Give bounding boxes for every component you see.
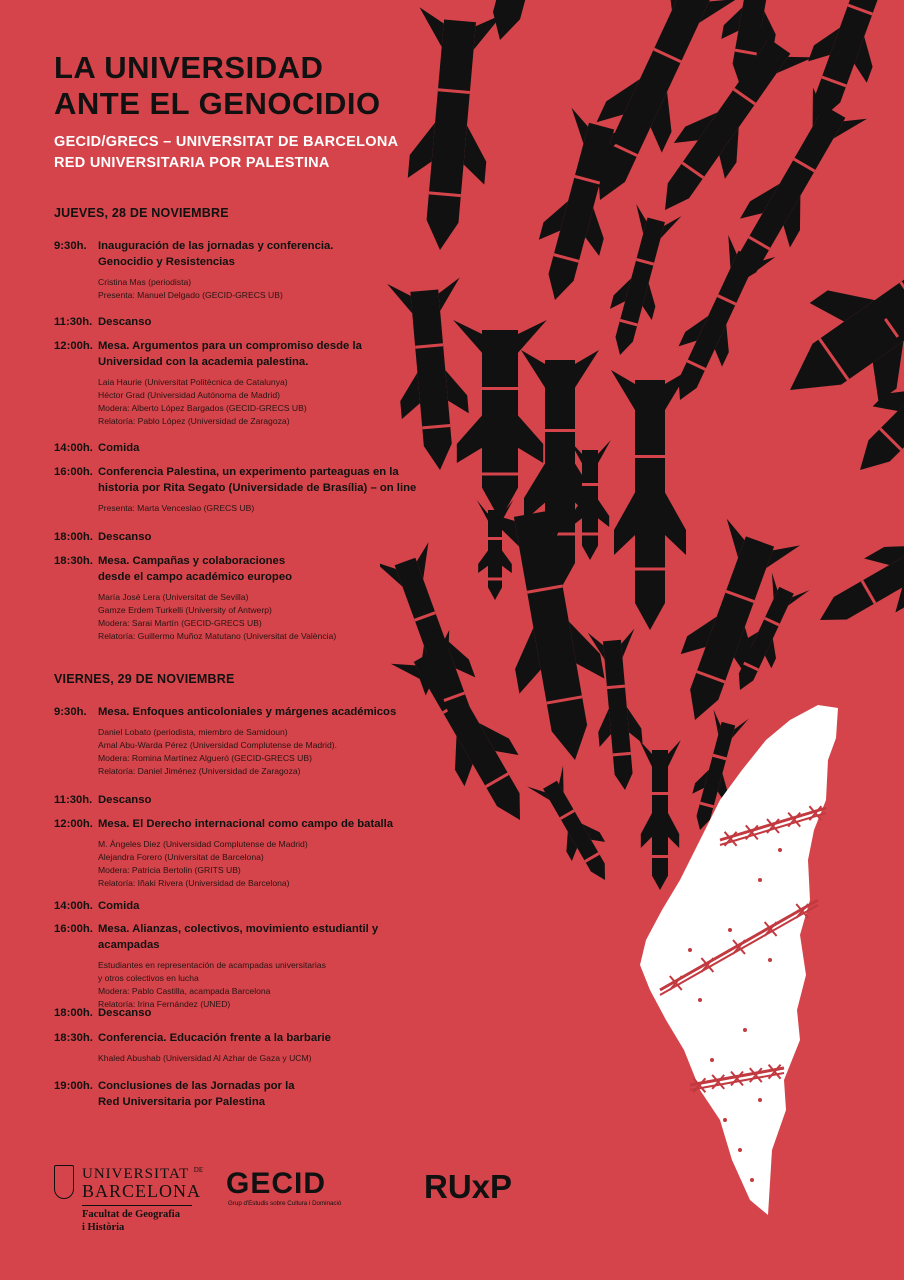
participant-line: Modera: Romina Martínez Algueró (GECID-GRECS UB)	[98, 753, 312, 763]
item-time: 9:30h.	[54, 240, 87, 252]
schedule-item	[54, 529, 434, 545]
schedule-item	[54, 921, 434, 1011]
schedule-item	[54, 553, 434, 643]
schedule-item	[54, 338, 434, 428]
item-title: Mesa. Enfoques anticoloniales y márgenes académicos	[98, 706, 397, 718]
participant-line: M. Ángeles Diez (Universidad Complutense de Madrid)	[98, 839, 308, 849]
schedule-item	[54, 898, 434, 914]
participant-line: Laia Haurie (Universitat Politècnica de Catalunya)	[98, 377, 288, 387]
gecid-logo: GECID	[226, 1167, 327, 1200]
missile-icon	[803, 471, 904, 650]
schedule-item	[54, 816, 434, 890]
item-time: 16:00h.	[54, 923, 93, 935]
participant-line: Modera: Pablo Castilla, acampada Barcelona	[98, 986, 271, 996]
schedule-item	[54, 1078, 434, 1110]
participant-line: Relatoría: Irina Fernández (UNED)	[98, 999, 231, 1009]
item-title: Mesa. El Derecho internacional como campo de batalla	[98, 818, 394, 830]
schedule-item	[54, 464, 434, 515]
participant-line: Modera: Sarai Martín (GECID-GRECS UB)	[98, 618, 262, 628]
missile-icon	[788, 0, 904, 132]
item-time: 18:30h.	[54, 555, 93, 567]
item-time: 9:30h.	[54, 706, 87, 718]
schedule-item	[54, 238, 434, 302]
participant-line: Alejandra Forero (Universitat de Barcelona)	[98, 852, 264, 862]
poster-title	[54, 50, 381, 122]
participant-line: Estudiantes en representación de acampadas universitarias	[98, 960, 326, 970]
missile-icon	[658, 519, 800, 734]
day-heading: JUEVES, 28 DE NOVIEMBRE	[54, 206, 229, 220]
title-line-2: ANTE EL GENOCIDIO	[54, 86, 381, 121]
item-time: 18:30h.	[54, 1032, 93, 1044]
schedule-item	[54, 1005, 434, 1021]
participant-line: Relatoría: Pablo López (Universidad de Zaragoza)	[98, 416, 290, 426]
item-time: 19:00h.	[54, 1080, 93, 1092]
participant-line: Relatoría: Iñaki Rivera (Universidad de Barcelona)	[98, 878, 290, 888]
schedule-item	[54, 704, 434, 778]
participant-line: Daniel Lobato (periodista, miembro de Samidoun)	[98, 727, 288, 737]
participant-line: Relatoría: Daniel Jiménez (Universidad de Zaragoza)	[98, 766, 301, 776]
missile-icon	[639, 740, 681, 890]
item-title: Descanso	[98, 531, 152, 543]
item-title: Conferencia. Educación frente a la barbarie	[98, 1032, 331, 1044]
participant-line: Gamze Erdem Turkelli (University of Antwerp)	[98, 605, 272, 615]
missile-icon	[597, 204, 681, 361]
item-title: Conferencia Palestina, un experimento parteaguas en la historia por Rita Segato (Universidade de Brasília) – on line	[98, 466, 417, 494]
schedule-item	[54, 1030, 434, 1065]
ruxp-logo: RUxP	[424, 1168, 513, 1205]
item-title: Comida	[98, 900, 140, 912]
item-title: Conclusiones de las Jornadas por la Red Universitaria por Palestina	[98, 1080, 295, 1108]
ub-name-line-1: UNIVERSITAT $^{DE}$	[82, 1166, 204, 1182]
map-shape	[640, 705, 838, 1215]
missile-icon	[611, 370, 689, 630]
item-time: 14:00h.	[54, 900, 93, 912]
ub-faculty: Facultat de Geografia i Història	[82, 1205, 192, 1234]
poster-subtitle	[54, 132, 398, 174]
item-time: 16:00h.	[54, 466, 93, 478]
item-title: Comida	[98, 442, 140, 454]
crest-icon	[54, 1165, 74, 1199]
missile-icon	[522, 108, 636, 309]
participant-line: Presenta: Marta Venceslao (GRECS UB)	[98, 503, 255, 513]
item-title: Mesa. Campañas y colaboraciones desde el campo académico europeo	[98, 555, 292, 583]
item-time: 12:00h.	[54, 818, 93, 830]
missile-icon	[477, 500, 513, 600]
item-time: 12:00h.	[54, 340, 93, 352]
participant-line: Relatoría: Guillermo Muñoz Matutano (Universitat de València)	[98, 631, 337, 641]
item-time: 11:30h.	[54, 316, 93, 328]
schedule-item	[54, 314, 434, 330]
gecid-logo-subtitle: Grup d'Estudis sobre Cultura i Dominació	[228, 1200, 342, 1207]
item-title: Mesa. Argumentos para un compromiso desde la Universidad con la academia palestina.	[98, 340, 362, 368]
title-line-1: LA UNIVERSIDAD	[54, 50, 324, 85]
participant-line: María José Lera (Universitat de Sevilla)	[98, 592, 249, 602]
subtitle-line-2: RED UNIVERSITARIA POR PALESTINA	[54, 155, 330, 171]
participant-line: Modera: Alberto López Bargados (GECID-GRECS UB)	[98, 403, 307, 413]
participant-line: Khaled Abushab (Universidad Al Azhar de Gaza y UCM)	[98, 1053, 312, 1063]
item-time: 14:00h.	[54, 442, 93, 454]
participant-line: Cristina Mas (periodista)	[98, 277, 192, 287]
participant-line: Héctor Grad (Universidad Autónoma de Madrid)	[98, 390, 280, 400]
missile-icon	[399, 7, 503, 253]
schedule-item	[54, 440, 434, 456]
item-time: 18:00h.	[54, 531, 93, 543]
item-title: Descanso	[98, 1007, 152, 1019]
participant-line: Modera: Patricia Bertolin (GRITS UB)	[98, 865, 241, 875]
participant-line: Presenta: Manuel Delgado (GECID-GRECS UB)	[98, 290, 283, 300]
subtitle-line-1: GECID/GRECS – UNIVERSITAT DE BARCELONA	[54, 134, 399, 150]
schedule-item	[54, 792, 434, 808]
day-heading: VIERNES, 29 DE NOVIEMBRE	[54, 672, 235, 686]
item-time: 18:00h.	[54, 1007, 93, 1019]
participant-line: y otros colectivos en lucha	[98, 973, 199, 983]
item-title: Descanso	[98, 794, 152, 806]
item-title: Descanso	[98, 316, 152, 328]
item-title: Inauguración de las jornadas y conferencia. Genocidio y Resistencias	[98, 240, 334, 268]
ub-name-line-2: BARCELONA	[82, 1181, 202, 1201]
missile-icon	[380, 542, 497, 750]
participant-line: Amal Abu-Warda Pérez (Universidad Complutense de Madrid).	[98, 740, 337, 750]
university-barcelona-logo	[54, 1163, 204, 1238]
missiles-map-illustration	[380, 0, 904, 1280]
item-title: Mesa. Alianzas, colectivos, movimiento estudiantil y acampadas	[98, 923, 379, 951]
missile-icon	[527, 766, 623, 891]
item-time: 11:30h.	[54, 794, 93, 806]
